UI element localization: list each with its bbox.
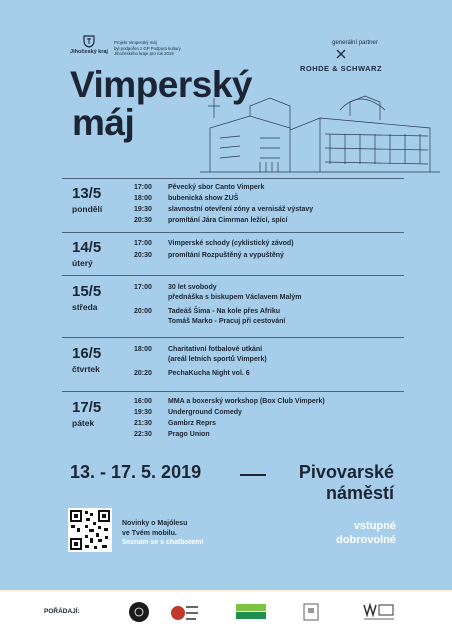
partner-name: ROHDE & SCHWARZ — [299, 64, 383, 73]
event-title: Pěvecký sbor Canto Vimperk — [168, 184, 265, 191]
event-title: Charitativní fotbalové utkání — [168, 346, 263, 353]
organizer-logo-icon — [128, 601, 150, 623]
title-line: Vimperský — [70, 64, 252, 105]
event-time: 20:00 — [134, 308, 152, 315]
event-title: promítání Rozpuštěný a vypuštěný — [168, 252, 284, 259]
event-title: bubenická show ZUŠ — [168, 195, 239, 202]
crest-icon — [82, 34, 96, 48]
region-note-line: Projekt Vimperský máj — [114, 40, 157, 45]
divider — [62, 391, 404, 392]
event-time: 20:20 — [134, 370, 152, 377]
event-title: slavnostní otevření zóny a vernisáž výstavy — [168, 206, 314, 213]
divider — [62, 337, 404, 338]
event-title: Tadeáš Šima - Na kole přes Afriku — [168, 308, 281, 315]
event-title: 30 let svobody — [168, 284, 217, 291]
note-line: ve Tvém mobilu. — [122, 529, 177, 537]
event-title: MMA a boxerský workshop (Box Club Vimperk) — [168, 398, 325, 405]
event-title: PechaKucha Night vol. 6 — [168, 370, 250, 377]
admission-line: vstupné — [353, 520, 396, 532]
event-subtitle: (areál letních sportů Vimperk) — [168, 356, 267, 363]
event-time: 17:00 — [134, 284, 152, 291]
admission — [296, 519, 396, 547]
day-date: 16/5 — [72, 345, 102, 362]
festival-dates: 13. - 17. 5. 2019 — [70, 462, 202, 482]
divider — [62, 232, 404, 233]
title-line: máj — [72, 102, 135, 143]
region-note-line: byl podpořen z GP Podpora kultury — [114, 45, 181, 51]
region-logo — [70, 34, 108, 55]
event-time: 22:30 — [134, 431, 152, 438]
day-name: pondělí — [72, 204, 103, 214]
partner-label: generální partner — [332, 40, 378, 46]
venue — [264, 462, 394, 504]
event-time: 21:30 — [134, 420, 152, 427]
event-time: 19:30 — [134, 206, 152, 213]
chatbot-note — [122, 519, 204, 548]
event-title: Prago Union — [168, 431, 210, 438]
prostor-logo-icon — [302, 601, 322, 623]
event-title: Gambrz Reprs — [168, 420, 216, 427]
day-friday — [72, 400, 101, 428]
day-date: 13/5 — [72, 185, 102, 202]
divider — [62, 275, 404, 276]
admission-line: dobrovolné — [336, 534, 396, 546]
meks-logo-icon — [362, 601, 396, 623]
organizers-label: POŘÁDAJÍ: — [44, 608, 80, 615]
event-time: 20:30 — [134, 252, 152, 259]
event-time: 17:00 — [134, 184, 152, 191]
event-time: 18:00 — [134, 346, 152, 353]
chatbot-link[interactable]: Seznam se s chatbotem! — [122, 539, 204, 546]
event-title: Underground Comedy — [168, 409, 242, 416]
vimperk-logo-icon — [236, 604, 266, 620]
region-note — [114, 40, 214, 57]
event-time: 20:30 — [134, 217, 152, 224]
day-name: středa — [72, 302, 98, 312]
building-illustration — [200, 88, 440, 174]
event-time: 17:00 — [134, 240, 152, 247]
dash-line — [240, 474, 266, 476]
event-subtitle: přednáška s biskupem Václavem Malým — [168, 294, 302, 301]
event-title: Vimperské schody (cyklistický závod) — [168, 240, 294, 247]
day-tuesday — [72, 240, 101, 268]
partner-emblem-icon — [335, 49, 347, 59]
event-time: 18:00 — [134, 195, 152, 202]
region-note-line: Jihočeského kraje pro rok 2019 — [114, 51, 174, 56]
organizer-logo-icon — [170, 601, 200, 625]
day-name: úterý — [72, 258, 93, 268]
region-logo-text: Jihočeský kraj — [70, 49, 108, 55]
event-title: promítání Jára Cimrman ležící, spící — [168, 217, 288, 224]
note-line: Novinky o Majólesu — [122, 520, 188, 527]
divider — [62, 178, 404, 179]
day-name: čtvrtek — [72, 364, 100, 374]
vimperk-logo — [236, 604, 266, 623]
day-monday — [72, 186, 102, 214]
day-wednesday — [72, 284, 101, 312]
partner-logo — [296, 46, 386, 73]
day-date: 14/5 — [72, 239, 102, 256]
venue-line: Pivovarské — [298, 462, 394, 482]
qr-code[interactable] — [68, 508, 112, 552]
day-date: 15/5 — [72, 283, 102, 300]
day-name: pátek — [72, 418, 95, 428]
event-time: 16:00 — [134, 398, 152, 405]
event-subtitle: Tomáš Marko - Pracuj při cestování — [168, 318, 286, 325]
event-time: 19:30 — [134, 409, 152, 416]
day-thursday — [72, 346, 101, 374]
day-date: 17/5 — [72, 399, 102, 416]
venue-line: náměstí — [325, 483, 394, 503]
